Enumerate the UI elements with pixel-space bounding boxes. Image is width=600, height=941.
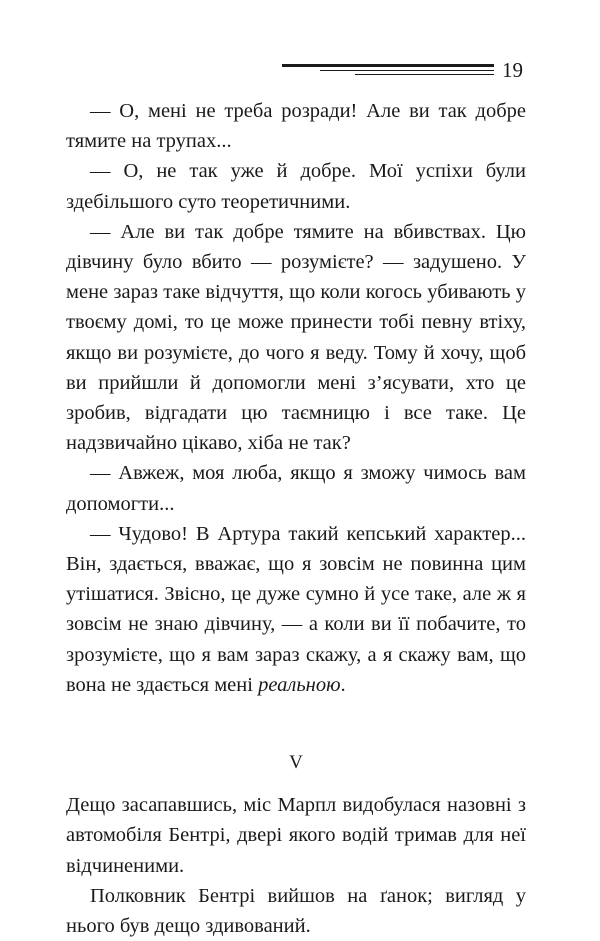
header-rule-thick bbox=[282, 64, 494, 67]
paragraph-text: — Чудово! В Артура такий кепський характер... Він, здається, вважає, що я зовсім не повинна цим утішатися. Звісно, це дуже сумно й усе таке, але ж я зовсім не знаю дівчину, — а коли ви її побачите, то зрозумієте, що я вам зараз скажу, а я скажу вам, що вона не здається мені bbox=[66, 522, 526, 696]
paragraph: Полковник Бентрі вийшов на ґанок; вигляд у нього був дещо здивований. bbox=[66, 884, 526, 938]
paragraph bbox=[66, 519, 526, 700]
paragraph: Дещо засапавшись, міс Марпл видобулася назовні з автомобіля Бентрі, двері якого водій тримав для неї відчиненими. bbox=[66, 794, 526, 877]
section-heading: V bbox=[289, 752, 303, 774]
header-rule-thin bbox=[355, 74, 494, 75]
paragraph: — Але ви так добре тямите на вбивствах. Цю дівчину було вбито — розумієте? — задушено. У мене зараз таке відчуття, що коли когось убивають у твоєму домі, то це може принести тобі певну втіху, якщо ви розумієте, до чого я веду. Тому й хочу, щоб ви прийшли й допомогли мені з’ясувати, хто це зробив, відгадати цю таємницю і все таке. Це надзвичайно цікаво, хіба не так? bbox=[66, 220, 526, 455]
emphasis-word: реальною bbox=[258, 673, 341, 696]
header-rule-thin bbox=[320, 70, 494, 71]
body-text bbox=[66, 96, 526, 941]
paragraph: — Авжеж, моя люба, якщо я зможу чимось вам допомогти... bbox=[66, 462, 526, 515]
paragraph: — О, не так уже й добре. Мої успіхи були здебільшого суто теоретичними. bbox=[66, 160, 526, 213]
page-number: 19 bbox=[502, 58, 523, 82]
paragraph-end: . bbox=[340, 673, 346, 696]
page-header bbox=[0, 58, 600, 88]
paragraph: — О, мені не треба розради! Але ви так добре тямите на трупах... bbox=[66, 100, 526, 153]
